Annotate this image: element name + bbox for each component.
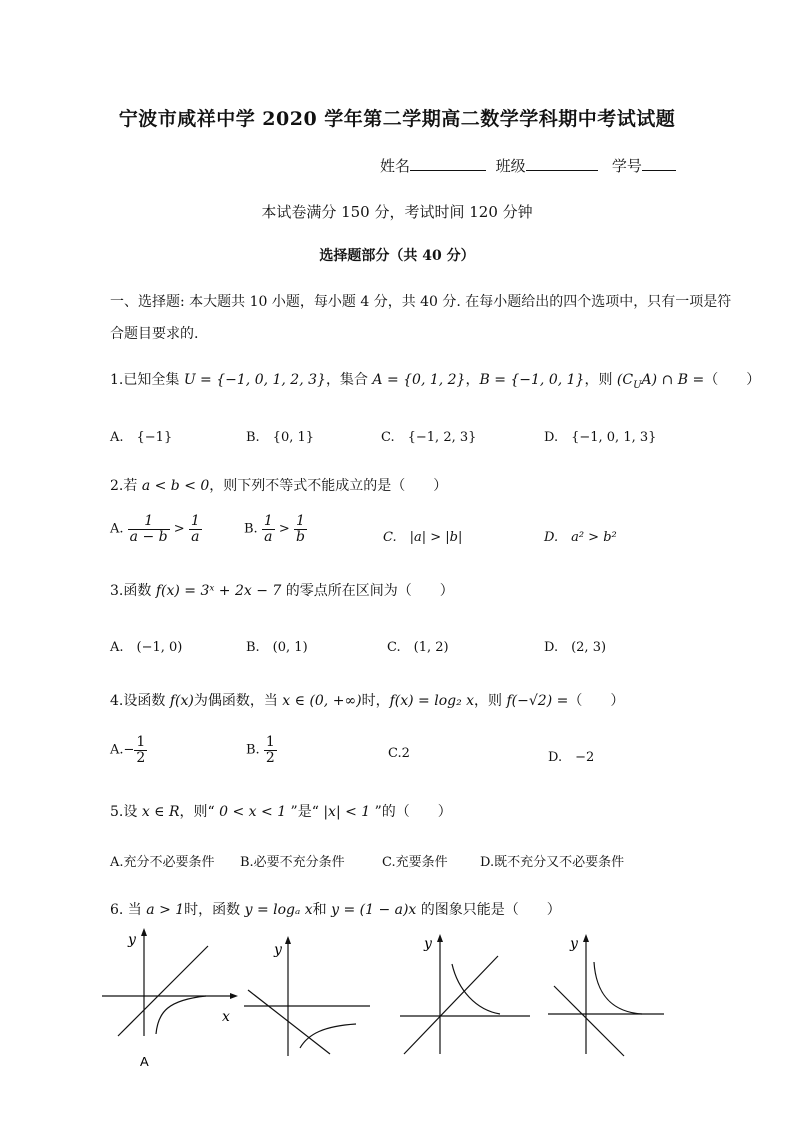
q1-blank: （ ）: [704, 372, 761, 388]
q6-text-b: 时，函数: [184, 902, 245, 918]
q6-graph-a[interactable]: [98, 926, 248, 1076]
q6-text-c: 和: [312, 902, 332, 918]
q4-text-c: 时，: [361, 693, 390, 709]
name-blank[interactable]: [410, 156, 486, 171]
line-curve: [248, 990, 330, 1054]
q5-cond-1: 0 < x < 1: [219, 804, 287, 820]
class-blank[interactable]: [526, 156, 598, 171]
q3-option-d[interactable]: D. (2, 3): [544, 640, 607, 655]
q4-option-c[interactable]: C.2: [388, 746, 410, 761]
q5-domain: x ∈ R: [141, 804, 180, 820]
q4-ask: f(−√2) =: [506, 693, 569, 709]
q6-graph-d[interactable]: [544, 928, 684, 1058]
q1-set-u: U = {−1, 0, 1, 2, 3}: [183, 372, 326, 388]
y-axis-label: y: [128, 932, 136, 948]
log-curve: [594, 962, 642, 1014]
question-4-stem: [110, 690, 624, 710]
q2-option-d[interactable]: D. a² > b²: [544, 530, 617, 545]
q6-func-1: y = logₐ x: [244, 902, 313, 918]
line-curve: [404, 956, 498, 1054]
y-axis-arrow-icon: [285, 936, 291, 944]
q4-b-fraction: $\frac{1}{2}$: [265, 734, 275, 766]
q5-text-a: 5.设: [110, 804, 142, 820]
q2-text-b: ，则下列不等式不能成立的是（ ）: [209, 478, 448, 494]
q2-b-label: B.: [244, 521, 258, 537]
q4-a-fraction: $\frac{1}{2}$: [136, 734, 146, 766]
log-curve: [156, 996, 206, 1034]
log-curve: [300, 1024, 356, 1048]
option-a-label: A: [140, 1054, 149, 1069]
student-info: [380, 155, 676, 176]
q4-option-a[interactable]: [110, 735, 147, 765]
q6-text-d: 的图象只能是（ ）: [416, 902, 561, 918]
q1-sep: ，: [465, 372, 480, 388]
q4-b-label: B.: [246, 742, 260, 758]
q5-option-c[interactable]: C.充要条件: [382, 855, 448, 870]
q2-condition: a < b < 0: [141, 478, 210, 494]
q2-option-c[interactable]: C. |a| > |b|: [383, 530, 463, 545]
id-blank[interactable]: [642, 156, 676, 171]
q1-option-d[interactable]: D. {−1, 0, 1, 3}: [544, 430, 657, 445]
q2-a-label: A.: [110, 521, 124, 537]
q2-b-fraction-right: $\frac{1}{b}$: [295, 513, 305, 545]
q5-option-d[interactable]: D.既不充分又不必要条件: [480, 855, 625, 870]
q6-graph-b[interactable]: [238, 930, 378, 1060]
section-heading: 选择题部分（共 40 分）: [319, 248, 475, 264]
q1-text-a: 1.已知全集: [110, 372, 184, 388]
q4-f: f(x): [169, 693, 194, 709]
q6-func-2: y = (1 − a)x: [331, 902, 417, 918]
q3-text-a: 3.函数: [110, 583, 156, 599]
x-axis-arrow-icon: [230, 993, 238, 999]
q2-text-a: 2.若: [110, 478, 142, 494]
q4-definition: f(x) = log₂ x: [389, 693, 475, 709]
question-1-stem: [110, 369, 760, 391]
y-axis-arrow-icon: [437, 934, 443, 942]
instructions-line1: 一、选择题: 本大题共 10 小题，每小题 4 分，共 40 分. 在每小题给出的四个选项中，只有一项是符: [110, 294, 732, 310]
q3-function: f(x) = 3ˣ + 2x − 7: [155, 583, 282, 599]
question-5-stem: [110, 801, 452, 821]
q2-option-b[interactable]: B. $\frac{1}{a}$ > $\frac{1}{b}$: [244, 513, 305, 545]
q4-option-d[interactable]: D. −2: [548, 750, 595, 765]
q6-text-a: 6. 当: [110, 902, 147, 918]
log-curve: [452, 964, 500, 1014]
q4-domain: x ∈ (0, +∞): [282, 693, 362, 709]
q5-text-b: ，则“: [179, 804, 220, 820]
q4-blank: （ ）: [568, 693, 625, 709]
y-axis-arrow-icon: [583, 934, 589, 942]
q2-a-fraction-right: $\frac{1}{a}$: [190, 513, 200, 545]
id-label: 学号: [611, 157, 642, 175]
q1-set-a: A = {0, 1, 2}: [372, 372, 466, 388]
y-axis-label: y: [424, 936, 432, 952]
q4-text-a: 4.设函数: [110, 693, 170, 709]
question-3-stem: [110, 580, 454, 600]
name-label: 姓名: [380, 157, 411, 175]
question-2-stem: [110, 475, 447, 495]
q1-text-c: ，则: [584, 372, 617, 388]
y-axis-arrow-icon: [141, 928, 147, 936]
q3-option-a[interactable]: A. (−1, 0): [110, 640, 183, 655]
q1-option-b[interactable]: B. {0, 1}: [246, 430, 315, 445]
q1-expr-rest: A) ∩ B =: [641, 372, 705, 388]
line-curve: [118, 946, 208, 1036]
y-axis-label: y: [570, 936, 578, 952]
q1-option-a[interactable]: A. {−1}: [110, 430, 173, 445]
q1-text-b: ，集合: [325, 372, 373, 388]
q4-a-label: A.−: [110, 742, 135, 758]
q6-condition: a > 1: [146, 902, 185, 918]
q1-expr-sub: U: [633, 379, 642, 391]
q4-text-b: 为偶函数，当: [193, 693, 283, 709]
x-axis-label: x: [222, 1009, 230, 1025]
exam-subtitle: 本试卷满分 150 分，考试时间 120 分钟: [261, 203, 533, 221]
question-6-stem: [110, 899, 561, 919]
y-axis-label: y: [274, 942, 282, 958]
q4-option-b[interactable]: [246, 735, 277, 765]
q1-expr: (C: [616, 372, 634, 388]
q2-a-fraction-left: $\frac{1}{a - b}$: [129, 513, 168, 545]
instructions-line2: 合题目要求的.: [110, 326, 199, 342]
q6-graph-c[interactable]: [396, 928, 536, 1058]
q5-text-d: ”的（ ）: [370, 804, 452, 820]
q3-option-b[interactable]: B. (0, 1): [246, 640, 308, 655]
exam-title: 宁波市咸祥中学 2020 学年第二学期高二数学学科期中考试试题: [118, 108, 676, 130]
class-label: 班级: [495, 157, 526, 175]
q5-option-a[interactable]: A.充分不必要条件: [110, 855, 215, 870]
q1-set-b: B = {−1, 0, 1}: [479, 372, 585, 388]
line-curve: [554, 986, 624, 1056]
q4-text-d: ，则: [474, 693, 507, 709]
q5-cond-2: |x| < 1: [323, 804, 371, 820]
q5-text-c: ”是“: [286, 804, 324, 820]
q1-option-c[interactable]: C. {−1, 2, 3}: [381, 430, 477, 445]
q2-b-fraction-left: $\frac{1}{a}$: [263, 513, 273, 545]
q3-option-c[interactable]: C. (1, 2): [387, 640, 449, 655]
q5-option-b[interactable]: B.必要不充分条件: [240, 855, 345, 870]
q2-option-a[interactable]: A. $\frac{1}{a - b}$ > $\frac{1}{a}$: [110, 513, 200, 545]
q3-text-b: 的零点所在区间为（ ）: [281, 583, 454, 599]
